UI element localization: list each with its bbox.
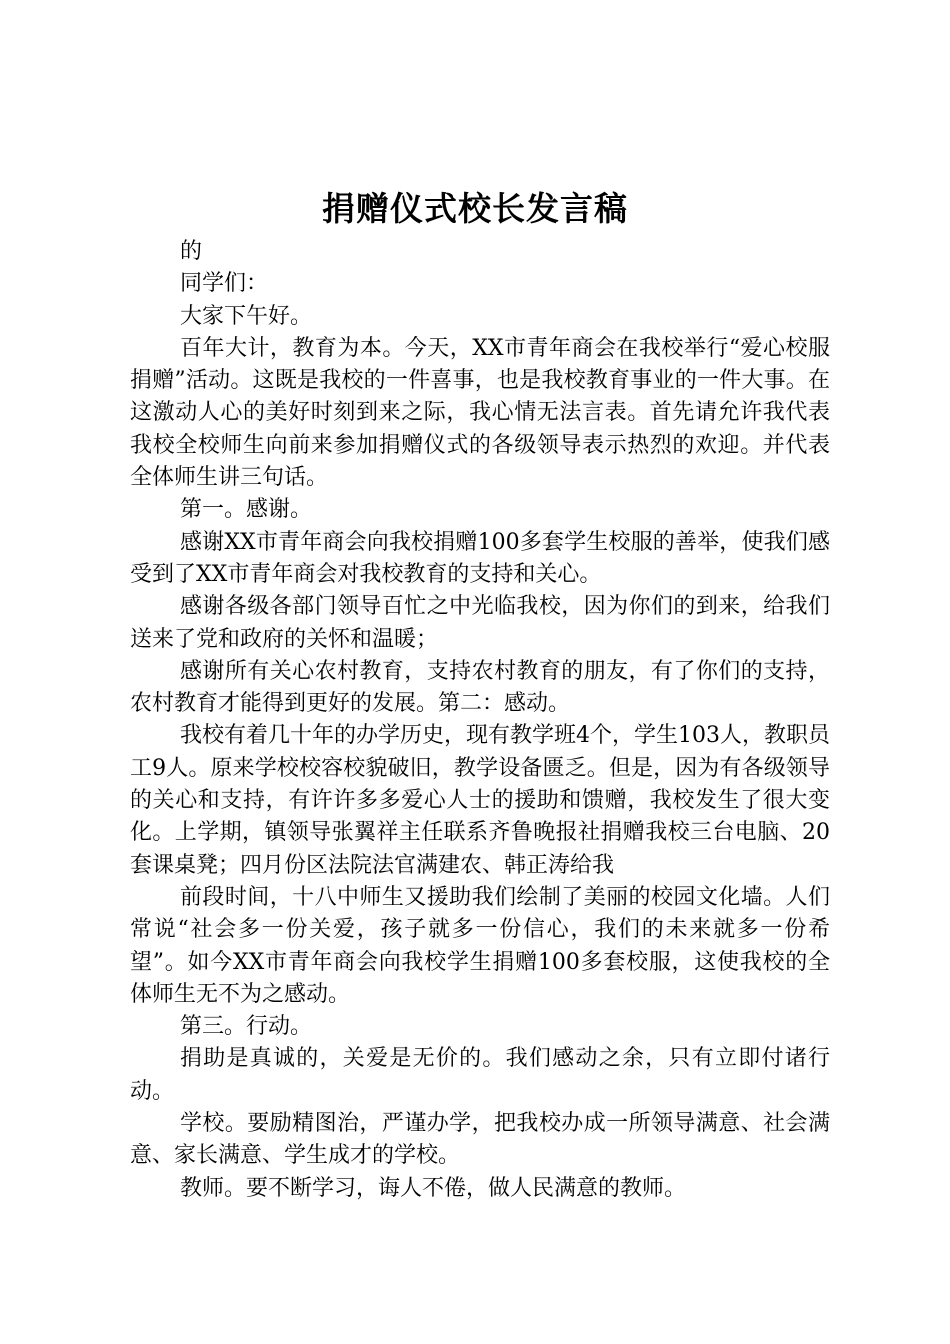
document-title: 捐赠仪式校长发言稿: [322, 189, 628, 228]
paragraph-school-history: 我校有着几十年的办学历史，现有教学班4个，学生103人，教职员工9人。原来学校校容校貌破旧，教学设备匮乏。但是，因为有各级领导的关心和支持，有许许多多爱心人士的援助和馈赠，我校发生了很大变化。上学期，镇领导张翼祥主任联系齐鲁晚报社捐赠我校三台电脑、20套课桌凳；四月份区法院法官满建农、韩正涛给我: [130, 723, 830, 878]
paragraph-intro: 百年大计，教育为本。今天，XX市青年商会在我校举行“爱心校服捐赠”活动。这既是我校的一件喜事，也是我校教育事业的一件大事。在这激动人心的美好时刻到来之际，我心情无法言表。首先请允许我代表我校全校师生向前来参加捐赠仪式的各级领导表示热烈的欢迎。并代表全体师生讲三句话。: [130, 335, 830, 491]
heading-thanks: 第一。感谢。: [180, 497, 313, 523]
paragraph-thanks-chamber: 感谢XX市青年商会向我校捐赠100多套学生校服的善举，使我们感受到了XX市青年商会对我校教育的支持和关心。: [130, 529, 830, 587]
greeting: 大家下午好。: [180, 303, 313, 329]
salutation-students: 同学们：: [180, 271, 269, 297]
paragraph-moved: 前段时间，十八中师生又援助我们绘制了美丽的校园文化墙。人们常说“社会多一份关爱，孩子就多一份信心，我们的未来就多一份希望”。如今XX市青年商会向我校学生捐赠100多套校服，这使我校的全体师生无不为之感动。: [130, 884, 830, 1007]
paragraph-teacher-goal: 教师。要不断学习，诲人不倦，做人民满意的教师。: [180, 1175, 687, 1201]
paragraph-school-goal: 学校。要励精图治，严谨办学，把我校办成一所领导满意、社会满意、家长满意、学生成才的学校。: [130, 1111, 830, 1169]
salutation-fragment: 的: [180, 239, 203, 264]
paragraph-thanks-leaders: 感谢各级各部门领导百忙之中光临我校，因为你们的到来，给我们送来了党和政府的关怀和温暖；: [130, 594, 830, 652]
document-body: [130, 236, 830, 1205]
paragraph-thanks-friends: 感谢所有关心农村教育，支持农村教育的朋友，有了你们的支持，农村教育才能得到更好的发展。第二：感动。: [130, 658, 830, 717]
heading-action: 第三。行动。: [180, 1014, 313, 1040]
paragraph-action: 捐助是真诚的，关爱是无价的。我们感动之余，只有立即付诸行动。: [130, 1046, 830, 1104]
